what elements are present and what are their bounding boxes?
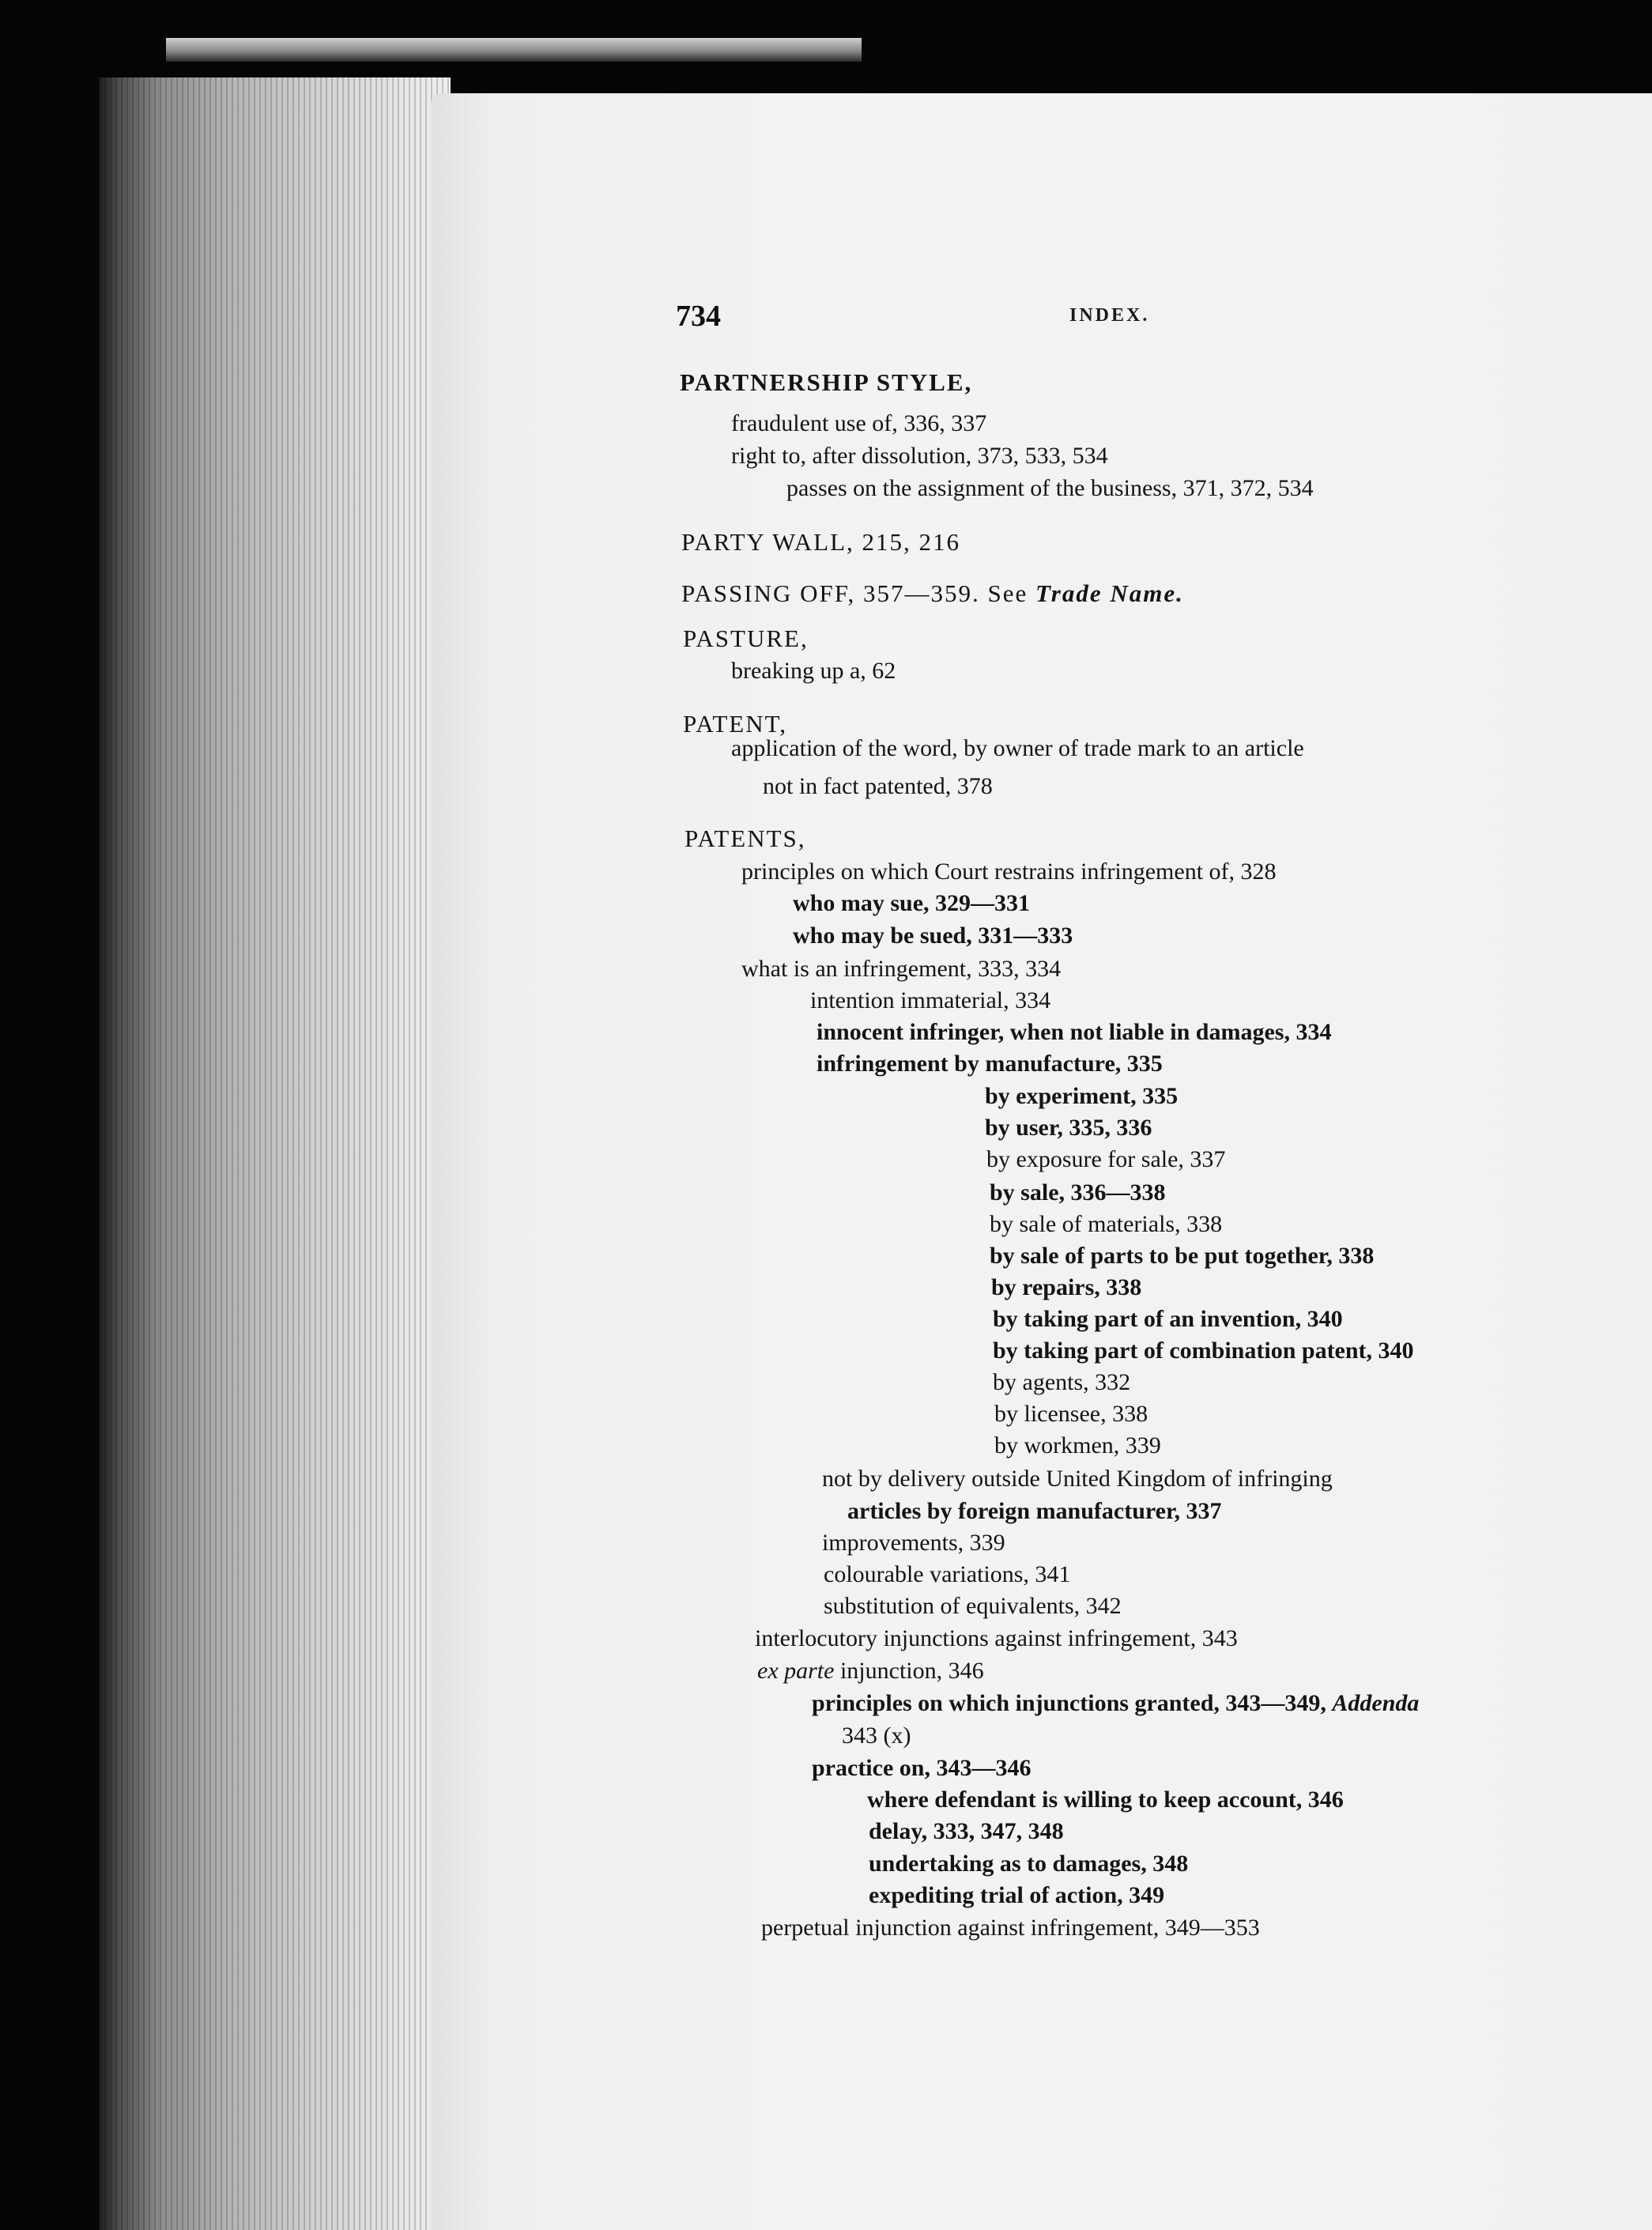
index-entry: passes on the assignment of the business, 371, 372, 534 (786, 475, 1314, 501)
index-entry: by sale of materials, 338 (990, 1211, 1223, 1237)
index-entry: articles by foreign manufacturer, 337 (847, 1498, 1222, 1524)
index-entry: right to, after dissolution, 373, 533, 534 (731, 443, 1108, 469)
index-entry: by experiment, 335 (985, 1083, 1179, 1109)
index-entry: PASSING OFF, 357—359. See Trade Name. (681, 579, 1184, 607)
index-entry: principles on which injunctions granted, 343—349, Addenda (812, 1690, 1420, 1716)
index-entry: not in fact patented, 378 (763, 773, 993, 799)
index-entry: practice on, 343—346 (812, 1755, 1032, 1781)
index-entry: what is an infringement, 333, 334 (741, 956, 1062, 982)
index-entry: principles on which Court restrains infringement of, 328 (741, 858, 1277, 885)
index-entry: perpetual injunction against infringement, 349—353 (761, 1915, 1260, 1941)
index-entry: by licensee, 338 (994, 1401, 1148, 1427)
index-entry: PATENTS, (685, 824, 806, 852)
index-entry: by user, 335, 336 (985, 1115, 1152, 1141)
index-entry: where defendant is willing to keep account, 346 (867, 1787, 1344, 1813)
index-entry: by sale of parts to be put together, 338 (990, 1243, 1375, 1269)
index-entry: by taking part of combination patent, 340 (993, 1338, 1414, 1364)
index-entry: by exposure for sale, 337 (986, 1146, 1226, 1172)
index-entry: breaking up a, 62 (731, 658, 896, 684)
index-entry: who may be sued, 331—333 (793, 923, 1073, 949)
index-entry: application of the word, by owner of trade mark to an article (731, 735, 1304, 761)
index-entry: 343 (x) (842, 1722, 911, 1749)
index-entry: by sale, 336—338 (990, 1179, 1166, 1206)
index-entry: innocent infringer, when not liable in damages, 334 (817, 1019, 1332, 1045)
index-entry: by agents, 332 (993, 1369, 1131, 1395)
index-entry: PATENT, (683, 710, 787, 738)
index-entry: undertaking as to damages, 348 (869, 1851, 1189, 1877)
index-entry: by taking part of an invention, 340 (993, 1306, 1343, 1332)
index-entry: delay, 333, 347, 348 (869, 1818, 1064, 1844)
index-entry: ex parte injunction, 346 (757, 1658, 984, 1684)
index-entry: PASTURE, (683, 624, 809, 652)
index-entry: not by delivery outside United Kingdom of infringing (822, 1466, 1333, 1492)
index-entry: fraudulent use of, 336, 337 (731, 410, 987, 436)
index-entry: interlocutory injunctions against infringement, 343 (755, 1625, 1238, 1651)
index-entry: colourable variations, 341 (824, 1561, 1071, 1587)
index-entry: intention immaterial, 334 (810, 987, 1051, 1013)
index-entry: who may sue, 329—331 (793, 890, 1031, 916)
running-head: INDEX. (1069, 305, 1150, 326)
index-entry: by workmen, 339 (994, 1432, 1161, 1458)
index-entry: substitution of equivalents, 342 (824, 1593, 1122, 1619)
page-number: 734 (676, 300, 721, 333)
index-entry: expediting trial of action, 349 (869, 1882, 1165, 1908)
index-entry: PARTNERSHIP STYLE, (680, 368, 973, 396)
index-entry: infringement by manufacture, 335 (817, 1051, 1163, 1077)
index-entry: PARTY WALL, 215, 216 (681, 528, 961, 556)
index-entry: by repairs, 338 (991, 1274, 1142, 1300)
index-entry: improvements, 339 (822, 1530, 1005, 1556)
